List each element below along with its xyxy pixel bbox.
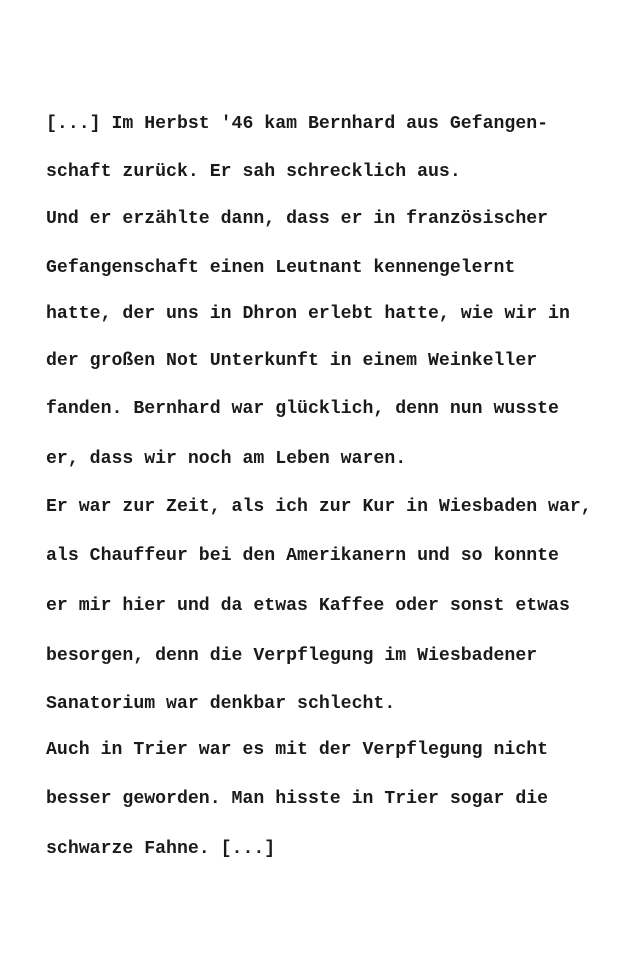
text-line: Gefangenschaft einen Leutnant kennengelernt bbox=[46, 258, 516, 278]
text-line: schaft zurück. Er sah schrecklich aus. bbox=[46, 162, 461, 182]
text-line: Auch in Trier war es mit der Verpflegung nicht bbox=[46, 740, 549, 760]
text-line: fanden. Bernhard war glücklich, denn nun wusste bbox=[46, 399, 559, 419]
text-line: der großen Not Unterkunft in einem Weinkeller bbox=[46, 351, 538, 371]
text-line: besorgen, denn die Verpflegung im Wiesbadener bbox=[46, 646, 538, 666]
text-line: Und er erzählte dann, dass er in französischer bbox=[46, 209, 549, 229]
text-line: er mir hier und da etwas Kaffee oder sonst etwas bbox=[46, 596, 570, 616]
text-line: [...] Im Herbst '46 kam Bernhard aus Gefangen- bbox=[46, 114, 549, 134]
text-line: schwarze Fahne. [...] bbox=[46, 839, 276, 859]
text-line: Er war zur Zeit, als ich zur Kur in Wiesbaden war, bbox=[46, 497, 592, 517]
text-line: Sanatorium war denkbar schlecht. bbox=[46, 694, 396, 714]
text-line: besser geworden. Man hisste in Trier sogar die bbox=[46, 789, 549, 809]
text-line: als Chauffeur bei den Amerikanern und so konnte bbox=[46, 546, 559, 566]
text-line: er, dass wir noch am Leben waren. bbox=[46, 449, 407, 469]
text-line: hatte, der uns in Dhron erlebt hatte, wie wir in bbox=[46, 304, 570, 324]
